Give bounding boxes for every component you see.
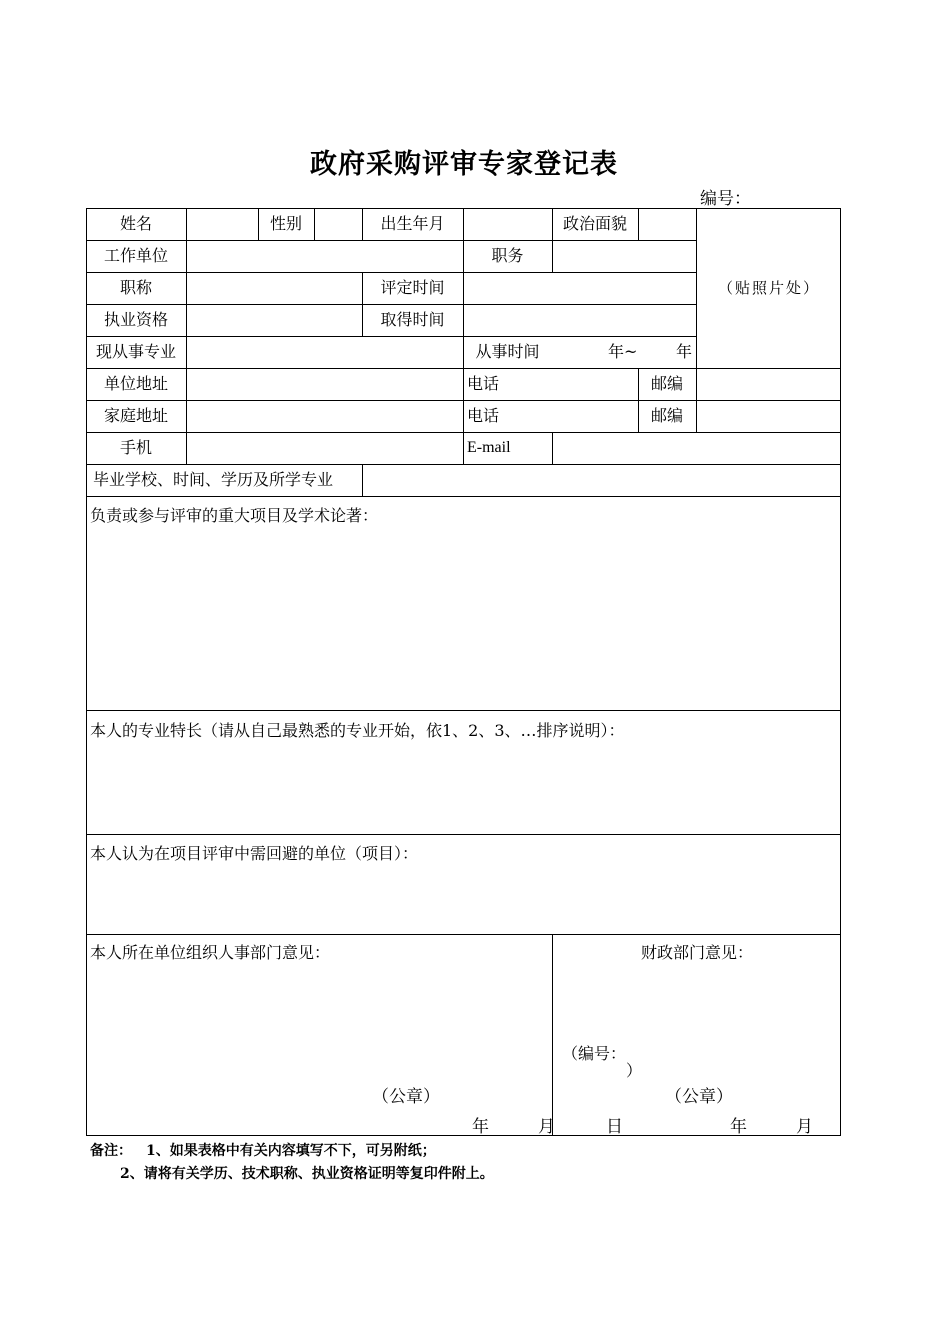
column-divider [552, 934, 553, 1136]
email-value[interactable] [553, 432, 841, 464]
gender-value[interactable] [315, 208, 362, 240]
unit-address-value[interactable] [187, 368, 463, 400]
professional-title-value[interactable] [187, 272, 362, 304]
work-unit-label: 工作单位 [103, 246, 168, 265]
serial-number-label: 编号： [700, 189, 751, 209]
current-major-value[interactable] [187, 336, 463, 368]
home-phone-label: 电话 [467, 406, 500, 425]
unit-date-month: 月 [538, 1117, 555, 1137]
row-divider [86, 710, 841, 711]
obtain-time-value[interactable] [464, 304, 696, 336]
finance-date-month: 月 [796, 1117, 813, 1137]
gender-label: 性别 [269, 214, 302, 233]
engaged-year-to: 年 [676, 342, 693, 361]
finance-opinion-label: 财政部门意见： [640, 943, 753, 962]
unit-date-day: 日 [606, 1117, 623, 1137]
projects-label: 负责或参与评审的重大项目及学术论著： [90, 506, 379, 525]
name-value[interactable] [187, 208, 258, 240]
specialty-label: 本人的专业特长（请从自己最熟悉的专业开始，依1、2、3、…排序说明）： [90, 721, 625, 740]
unit-address-label: 单位地址 [103, 374, 168, 393]
row-divider [86, 934, 841, 935]
engaged-time-label: 从事时间 [475, 342, 540, 361]
home-postcode-value[interactable] [697, 400, 841, 432]
unit-seal: （公章） [372, 1087, 440, 1107]
unit-opinion-label: 本人所在单位组织人事部门意见： [90, 943, 331, 962]
note-line-1: 1、如果表格中有关内容填写不下，可另附纸； [146, 1143, 436, 1159]
photo-placeholder[interactable]: （贴照片处） [717, 279, 820, 297]
name-label: 姓名 [119, 214, 152, 233]
note-line-2: 2、请将有关学历、技术职称、执业资格证明等复印件附上。 [120, 1166, 494, 1182]
home-address-label: 家庭地址 [103, 406, 168, 425]
evaluation-time-label: 评定时间 [380, 278, 445, 297]
unit-phone-label: 电话 [467, 374, 500, 393]
political-status-label: 政治面貌 [562, 214, 627, 233]
obtain-time-label: 取得时间 [380, 310, 445, 329]
current-major-label: 现从事专业 [95, 342, 176, 361]
row-divider [86, 496, 841, 497]
email-label: E-mail [467, 439, 511, 456]
unit-postcode-label: 邮编 [650, 374, 683, 393]
finance-serial-close: ） [626, 1061, 643, 1080]
home-postcode-label: 邮编 [650, 406, 683, 425]
finance-date-year: 年 [730, 1117, 747, 1137]
political-status-value[interactable] [639, 208, 696, 240]
qualification-value[interactable] [187, 304, 362, 336]
page-title: 政府采购评审专家登记表 [310, 149, 618, 180]
evaluation-time-value[interactable] [464, 272, 696, 304]
home-address-value[interactable] [187, 400, 463, 432]
qualification-label: 执业资格 [103, 310, 168, 329]
row-divider [86, 834, 841, 835]
birth-date-value[interactable] [464, 208, 552, 240]
education-value[interactable] [363, 464, 841, 496]
notes-label: 备注： [90, 1143, 132, 1159]
education-label: 毕业学校、时间、学历及所学专业 [93, 470, 334, 489]
position-value[interactable] [553, 240, 696, 272]
birth-date-label: 出生年月 [380, 214, 445, 233]
finance-seal: （公章） [665, 1087, 733, 1107]
finance-serial-label: （编号： [562, 1044, 627, 1063]
mobile-label: 手机 [119, 438, 152, 457]
professional-title-label: 职称 [119, 278, 152, 297]
unit-date-year: 年 [472, 1117, 489, 1137]
unit-postcode-value[interactable] [697, 368, 841, 400]
position-label: 职务 [491, 246, 524, 265]
mobile-value[interactable] [187, 432, 463, 464]
engaged-year-from: 年~ [608, 342, 638, 361]
avoid-units-label: 本人认为在项目评审中需回避的单位（项目）： [90, 844, 419, 863]
work-unit-value[interactable] [187, 240, 463, 272]
